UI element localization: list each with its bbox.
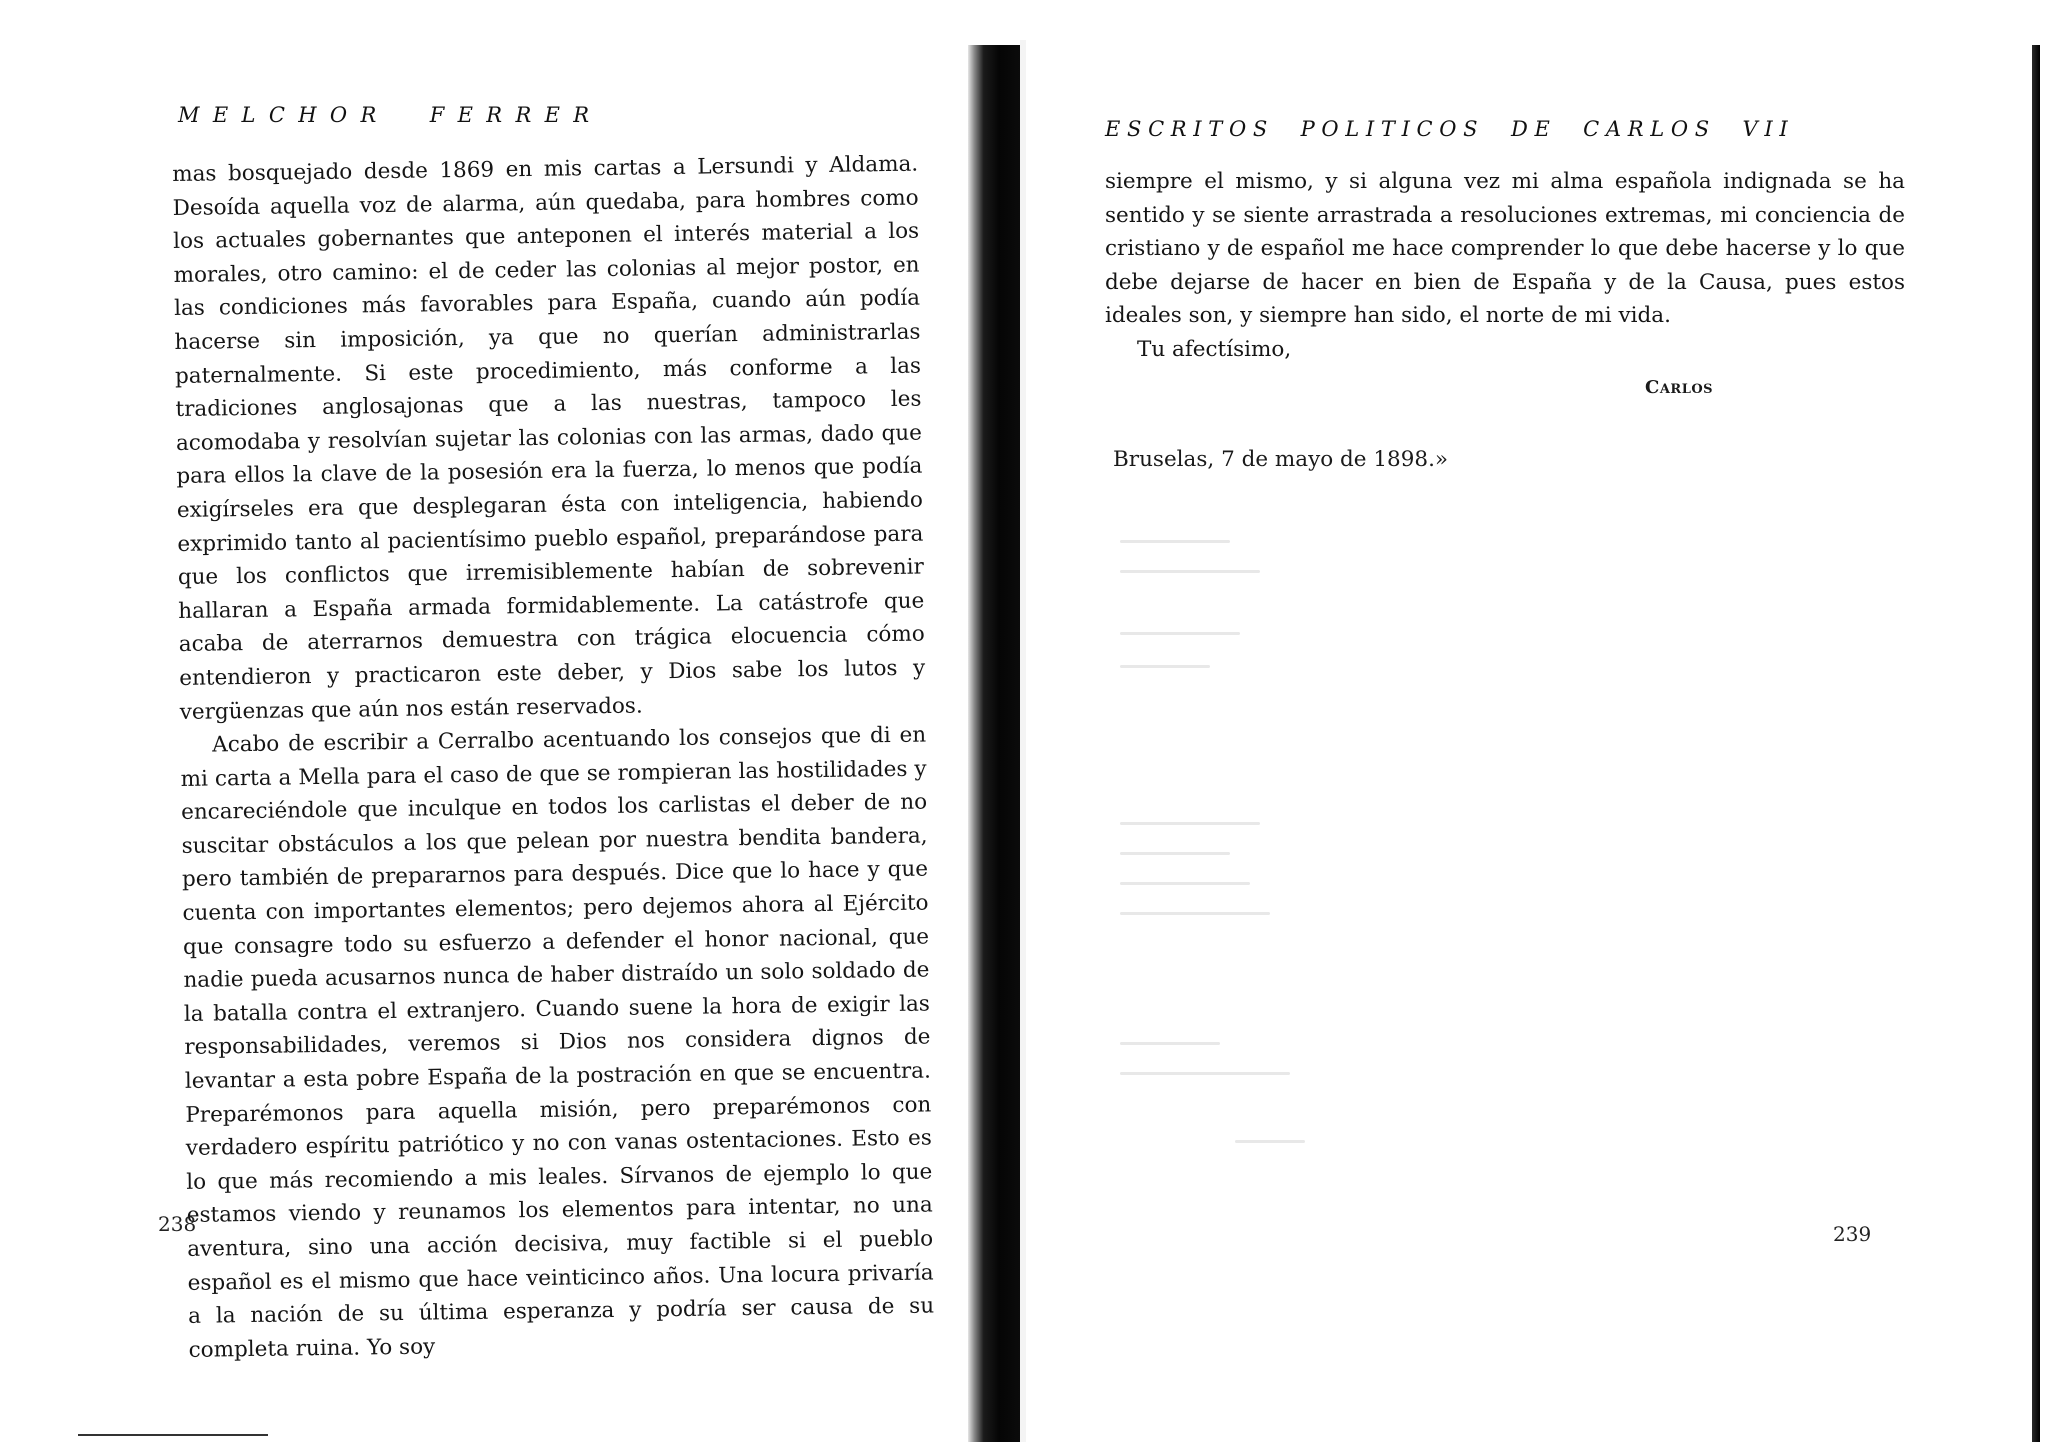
- left-paragraph-1: mas bosquejado desde 1869 en mis cartas a Lersundi y Aldama. Desoída aquella voz de alarma, aún quedaba, para hombres como los actuales gobernantes que anteponen el interés material a los morales, otro camino: el de ceder las colonias al mejor postor, en las condiciones más favorables para España, cuando aún podía hacerse sin imposición, ya que no querían administrarlas paternalmente. Si este procedimiento, más conforme a las tradiciones anglosajonas que a las nuestras, tampoco les acomodaba y resolvían sujetar las colonias con las armas, dado que para ellos la clave de la posesión era la fuerza, lo menos que podía exigírseles era que desplegaran ésta con inteligencia, habiendo exprimido tanto al pacientísimo pueblo español, preparándose para que los conflictos que irremisiblemente habían de sobrevenir hallaran a España armada formidablemente. La catástrofe que acaba de aterrarnos demuestra con trágica elocuencia cómo entendieron y practicaron este deber, y Dios sabe los lutos y vergüenzas que aún nos están reservados.: [172, 151, 926, 725]
- bleed-through-mark: [1120, 632, 1240, 635]
- bleed-through-mark: [1120, 540, 1230, 543]
- left-page-number: 238: [158, 1212, 197, 1236]
- right-body-text: [1105, 165, 1905, 367]
- left-body-text: [172, 148, 935, 1368]
- bleed-through-mark: [1120, 1042, 1220, 1045]
- bleed-through-mark: [1235, 1140, 1305, 1143]
- left-page: [0, 0, 965, 1442]
- footer-rule: [78, 1434, 268, 1436]
- left-paragraph-2: Acabo de escribir a Cerralbo acentuando los consejos que di en mi carta a Mella para el caso de que se rompieran las hostilidades y encareciéndole que inculque en todos los carlistas el deber de no suscitar obstáculos a los que pelean por nuestra bendita bandera, pero también de prepararnos para después. Dice que lo hace y que cuenta con importantes elementos; pero dejemos ahora al Ejército que consagre todo su esfuerzo a defender el honor nacional, que nadie pueda acusarnos nunca de haber distraído un solo soldado de la batalla contra el extranjero. Cuando suene la hora de exigir las responsabilidades, veremos si Dios nos considera dignos de levantar a esta pobre España de la postración en que se encuentra. Preparémonos para aquella misión, pero preparémonos con verdadero espíritu patriótico y no con vanas ostentaciones. Esto es lo que más recomiendo a mis leales. Sírvanos de ejemplo lo que estamos viendo y reunamos los elementos para intentar, no una aventura, sino una acción decisiva, muy factible si el pueblo español es el mismo que hace veinticinco años. Una locura privaría a la nación de su última esperanza y podría ser causa de su completa ruina. Yo soy: [180, 722, 935, 1363]
- letter-dateline: Bruselas, 7 de mayo de 1898.»: [1113, 447, 1449, 472]
- bleed-through-mark: [1120, 665, 1210, 668]
- bleed-through-mark: [1120, 852, 1230, 855]
- bleed-through-mark: [1120, 882, 1250, 885]
- letter-signature: Carlos: [1645, 377, 1714, 398]
- page-edge-shadow: [2032, 45, 2040, 1442]
- gutter-edge: [1020, 40, 1026, 1442]
- left-running-head: M E L C H O R F E R R E R: [178, 103, 590, 127]
- bleed-through-mark: [1120, 822, 1260, 825]
- right-page: [1045, 0, 2048, 1442]
- bleed-through-mark: [1120, 1072, 1290, 1075]
- right-page-number: 239: [1833, 1222, 1872, 1246]
- book-gutter-shadow: [968, 45, 1020, 1442]
- right-paragraph-1: siempre el mismo, y si alguna vez mi alma española indignada se ha sentido y se siente arrastrada a resoluciones extremas, mi conciencia de cristiano y de español me hace comprender lo que debe hacerse y lo que debe dejarse de hacer en bien de España y de la Causa, pues estos ideales son, y siempre han sido, el norte de mi vida.: [1105, 169, 1905, 329]
- bleed-through-mark: [1120, 912, 1270, 915]
- bleed-through-mark: [1120, 570, 1260, 573]
- right-running-head: E S C R I T O S P O L I T I C O S D E C A R L O S V I I: [1105, 117, 1788, 141]
- letter-closing: Tu afectísimo,: [1137, 336, 1292, 362]
